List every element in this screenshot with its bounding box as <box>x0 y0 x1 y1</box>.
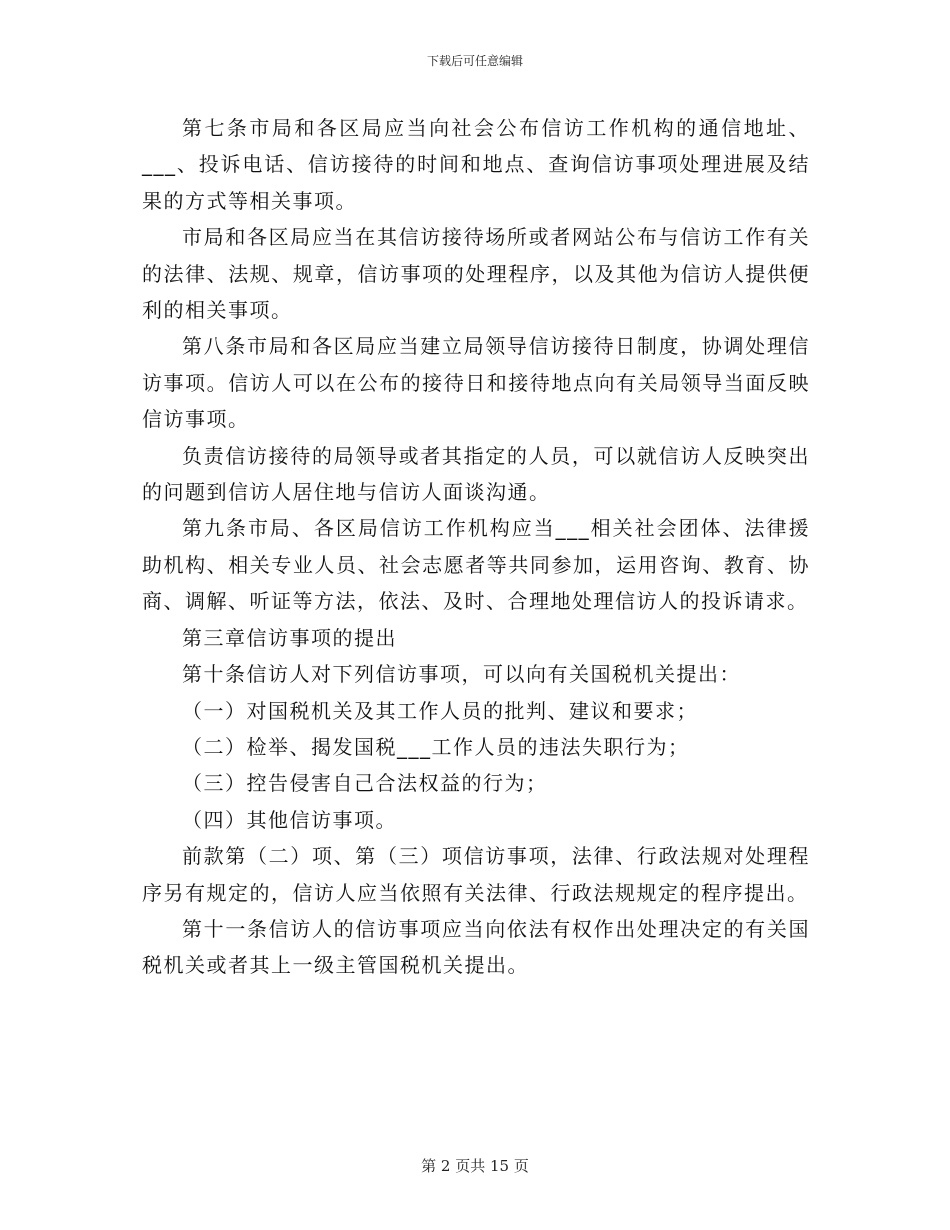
list-item: （四）其他信访事项。 <box>182 807 397 832</box>
paragraph: 负责信访接待的局领导或者其指定的人员，可以就信访人反映突出的问题到信访人居住地与信访人面谈沟通。 <box>142 443 810 505</box>
list-item: （三）控告侵害自己合法权益的行为； <box>182 771 548 796</box>
paragraph: 第七条市局和各区局应当向社会公布信访工作机构的通信地址、___、投诉电话、信访接待的时间和地点、查询信访事项处理进展及结果的方式等相关事项。 <box>142 116 810 213</box>
page-header: 下载后可任意编辑 <box>426 54 523 68</box>
chapter-heading: 第三章信访事项的提出 <box>182 625 397 650</box>
paragraph: 市局和各区局应当在其信访接待场所或者网站公布与信访工作有关的法律、法规、规章，信访事项的处理程序，以及其他为信访人提供便利的相关事项。 <box>142 225 810 323</box>
paragraph: 第十一条信访人的信访事项应当向依法有权作出处理决定的有关国税机关或者其上一级主管国税机关提出。 <box>142 916 810 978</box>
paragraph: 第十条信访人对下列信访事项，可以向有关国税机关提出： <box>182 662 741 687</box>
paragraph: 第九条市局、各区局信访工作机构应当___相关社会团体、法律援助机构、相关专业人员、社会志愿者等共同参加，运用咨询、教育、协商、调解、听证等方法，依法、及时、合理地处理信访人的投诉请求。 <box>142 516 810 614</box>
paragraph: 前款第（二）项、第（三）项信访事项，法律、行政法规对处理程序另有规定的，信访人应当依照有关法律、行政法规规定的程序提出。 <box>142 844 810 905</box>
paragraph: 第八条市局和各区局应当建立局领导信访接待日制度，协调处理信访事项。信访人可以在公布的接待日和接待地点向有关局领导当面反映信访事项。 <box>142 334 810 432</box>
document-body <box>142 110 810 984</box>
list-item: （二）检举、揭发国税___工作人员的违法失职行为； <box>182 734 690 759</box>
page-footer: 第 2 页共 15 页 <box>421 1157 529 1175</box>
list-item: （一）对国税机关及其工作人员的批判、建议和要求； <box>182 698 698 723</box>
